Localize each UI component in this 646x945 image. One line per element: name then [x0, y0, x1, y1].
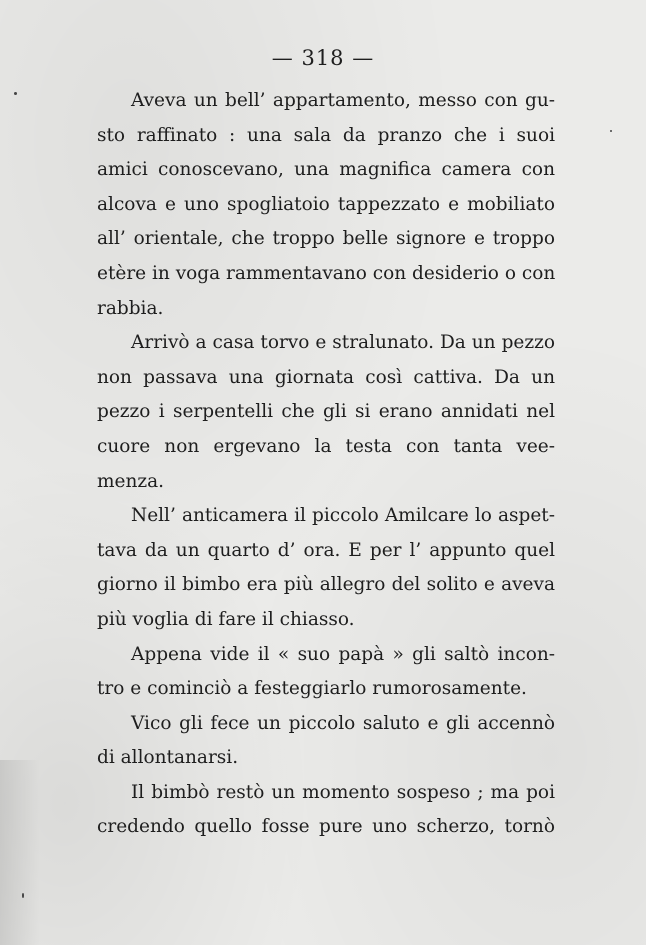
page-number: — 318 —: [271, 46, 375, 70]
text-line: etère in voga rammentavano con desiderio o con: [97, 262, 556, 284]
text-line: Nell’ anticamera il piccolo Amilcare lo aspet-: [131, 505, 555, 527]
paragraph: [97, 326, 555, 499]
text-line: credendo quello fosse pure uno scherzo, tornò: [97, 816, 555, 838]
text-line: all’ orientale, che troppo belle signore e troppo: [97, 228, 555, 250]
text-line: Arrivò a casa torvo e stralunato. Da un pezzo: [131, 332, 555, 354]
text-line: tava da un quarto d’ ora. E per l’ appunto quel: [97, 539, 555, 561]
text-line: Il bimbò restò un momento sospeso ; ma poi: [131, 781, 555, 803]
paragraph: [97, 776, 555, 845]
text-line: cuore non ergevano la testa con tanta vee-: [97, 435, 555, 457]
paragraph: [97, 707, 555, 776]
ink-speck: [610, 130, 612, 132]
text-line: giorno il bimbo era più allegro del solito e aveva: [97, 574, 555, 596]
text-line: alcova e uno spogliatoio tappezzato e mobiliato: [97, 193, 555, 215]
text-line: non passava una giornata così cattiva. Da un: [97, 366, 555, 388]
paragraph: [97, 499, 555, 637]
text-line: più voglia di fare il chiasso.: [97, 608, 355, 630]
text-line: menza.: [97, 470, 165, 492]
paragraph: [97, 84, 555, 326]
text-line: amici conoscevano, una magnifica camera con: [97, 159, 555, 181]
text-line: di allontanarsi.: [97, 747, 239, 769]
text-line: tro e cominciò a festeggiarlo rumorosamente.: [97, 678, 527, 700]
paragraph: [97, 638, 555, 707]
text-line: Aveva un bell’ appartamento, messo con gu-: [131, 90, 555, 111]
ink-speck: [22, 893, 24, 898]
text-line: pezzo i serpentelli che gli si erano annidati nel: [97, 401, 555, 423]
text-line: sto raffinato : una sala da pranzo che i suoi: [97, 124, 555, 146]
body-text: [97, 84, 555, 845]
text-line: rabbia.: [97, 297, 164, 319]
text-line: Vico gli fece un piccolo saluto e gli accennò: [131, 712, 555, 734]
ink-speck: [14, 92, 17, 95]
page-edge-shadow: [0, 760, 40, 945]
text-line: Appena vide il « suo papà » gli saltò incon-: [131, 643, 555, 665]
